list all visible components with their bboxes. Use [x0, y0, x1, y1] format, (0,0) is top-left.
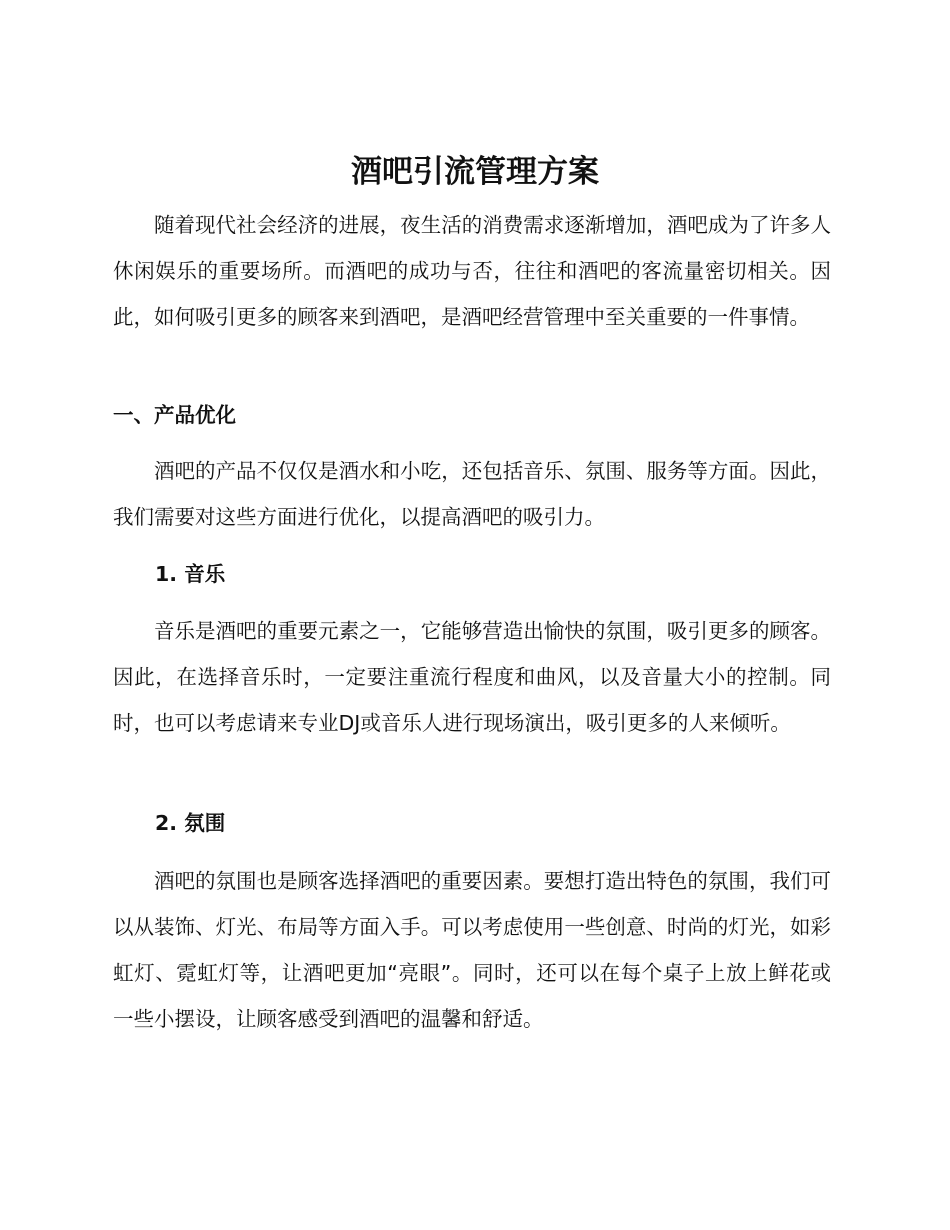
document-title: 酒吧引流管理方案 — [351, 154, 599, 190]
subsection-paragraph-music: 音乐是酒吧的重要元素之一，它能够营造出愉快的氛围，吸引更多的顾客。因此，在选择音乐时，一定要注重流行程度和曲风，以及音量大小的控制。同时，也可以考虑请来专业DJ或音乐人进行现场演出，吸引更多的人来倾听。 — [113, 619, 831, 735]
section-heading-product-optimization: 一、产品优化 — [113, 403, 236, 427]
subsection-heading-atmosphere: 2. 氛围 — [155, 811, 226, 835]
subsection-heading-music: 1. 音乐 — [155, 562, 226, 586]
subsection-paragraph-atmosphere: 酒吧的氛围也是顾客选择酒吧的重要因素。要想打造出特色的氛围，我们可以从装饰、灯光、布局等方面入手。可以考虑使用一些创意、时尚的灯光，如彩虹灯、霓虹灯等，让酒吧更加“亮眼”。同时，还可以在每个桌子上放上鲜花或一些小摆设，让顾客感受到酒吧的温馨和舒适。 — [113, 869, 831, 1031]
intro-paragraph: 随着现代社会经济的进展，夜生活的消费需求逐渐增加，酒吧成为了许多人休闲娱乐的重要场所。而酒吧的成功与否，往往和酒吧的客流量密切相关。因此，如何吸引更多的顾客来到酒吧，是酒吧经营管理中至关重要的一件事情。 — [113, 213, 831, 329]
section-paragraph-product-optimization: 酒吧的产品不仅仅是酒水和小吃，还包括音乐、氛围、服务等方面。因此，我们需要对这些方面进行优化，以提高酒吧的吸引力。 — [113, 459, 831, 529]
